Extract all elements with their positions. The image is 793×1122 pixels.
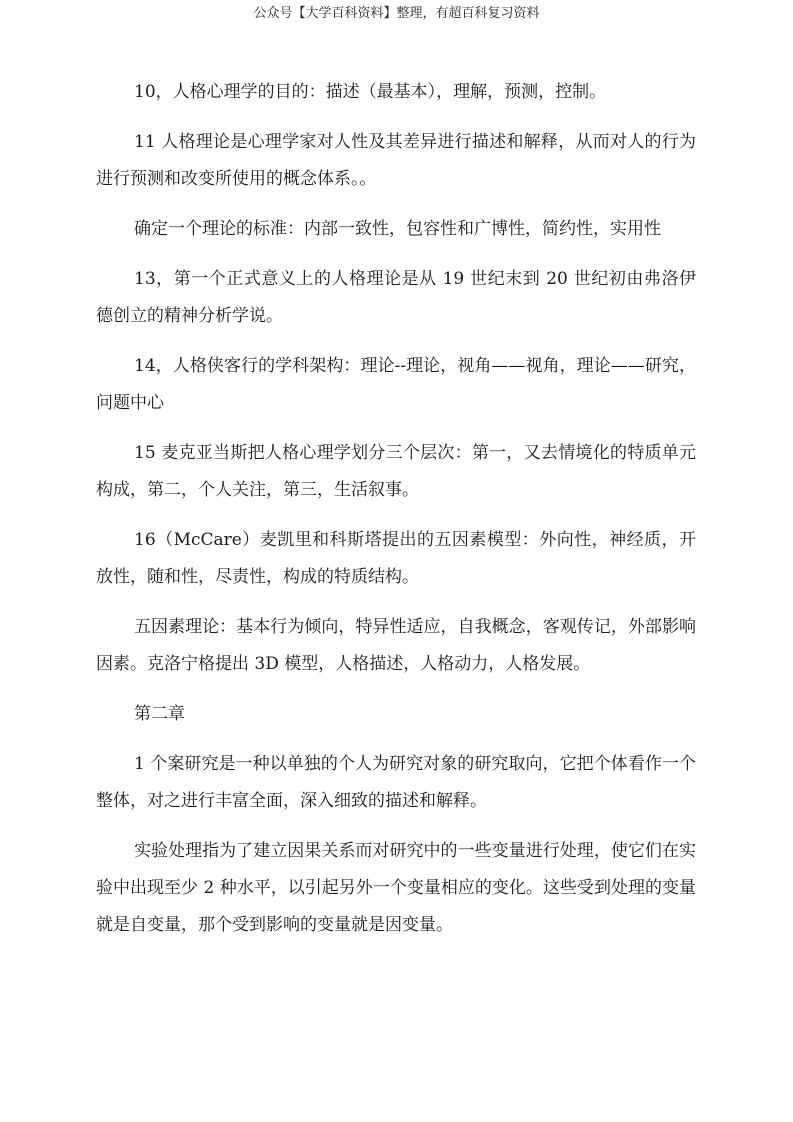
paragraph-mcadams-levels: 15 麦克亚当斯把人格心理学划分三个层次：第一，又去情境化的特质单元构成，第二，个人关注，第三，生活叙事。 [96,443,696,500]
page-header: 公众号【大学百科资料】整理，有超百科复习资料 [253,6,540,21]
paragraph-purpose: 10，人格心理学的目的：描述（最基本），理解，预测，控制。 [134,82,607,102]
paragraph-discipline-structure: 14，人格侠客行的学科架构：理论--理论，视角——视角，理论——研究，问题中心 [96,356,696,413]
paragraph-theory-definition: 11 人格理论是心理学家对人性及其差异进行描述和解释，从而对人的行为进行预测和改变所使用的概念体系。。 [96,132,696,189]
paragraph-five-factor-model: 16（McCare）麦凯里和科斯塔提出的五因素模型：外向性，神经质，开放性，随和性，尽责性，构成的特质结构。 [96,530,696,587]
document-body [96,74,696,957]
paragraph-case-study: 1 个案研究是一种以单独的个人为研究对象的研究取向，它把个体看作一个整体，对之进行丰富全面，深入细致的描述和解释。 [96,754,696,811]
chapter-heading: 第二章 [134,704,185,724]
paragraph-theory-criteria: 确定一个理论的标准：内部一致性，包容性和广博性，简约性，实用性 [134,219,661,239]
paragraph-first-theory: 13，第一个正式意义上的人格理论是从 19 世纪末到 20 世纪初由弗洛伊德创立的精神分析学说。 [96,269,696,326]
paragraph-experimental-treatment: 实验处理指为了建立因果关系而对研究中的一些变量进行处理，使它们在实验中出现至少 2 种水平，以引起另外一个变量相应的变化。这些受到处理的变量就是自变量，那个受到影响的变量就是因变量。 [96,841,696,935]
paragraph-five-factor-theory: 五因素理论：基本行为倾向，特异性适应，自我概念，客观传记，外部影响因素。克洛宁格提出 3D 模型，人格描述，人格动力，人格发展。 [96,617,696,674]
